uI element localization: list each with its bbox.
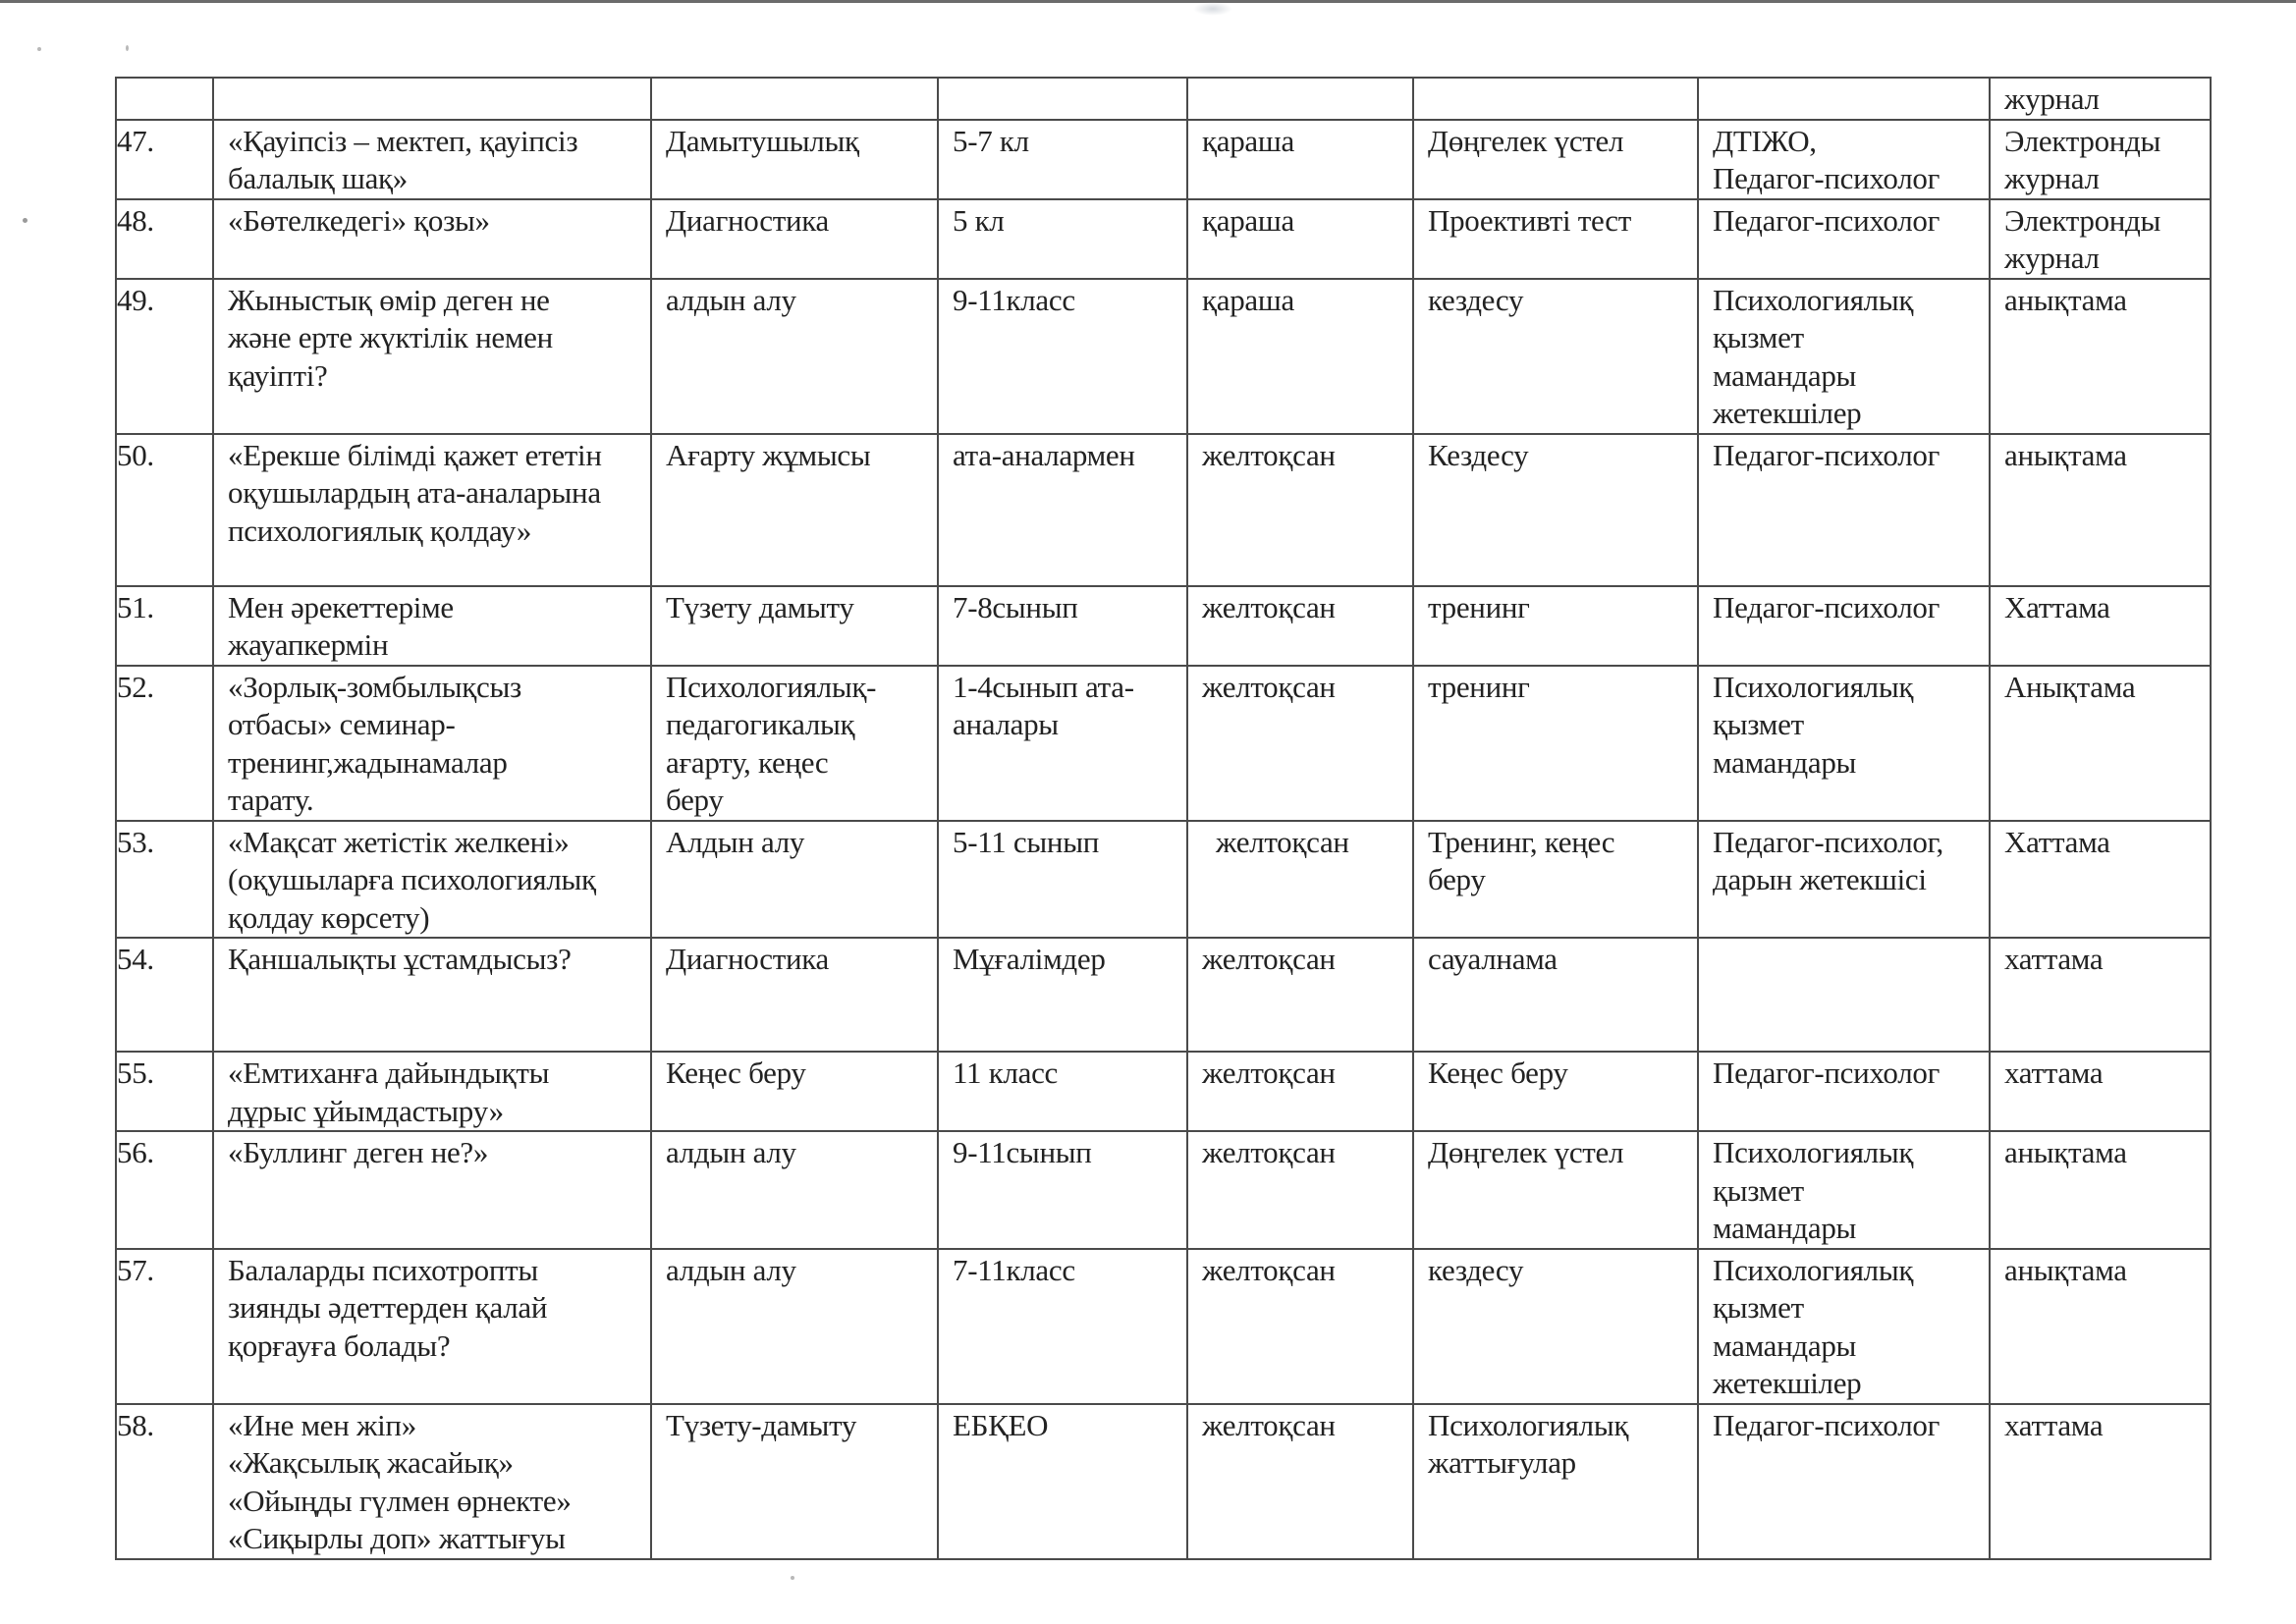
cell-text-line: тренинг: [1428, 669, 1530, 704]
cell-title: [213, 666, 651, 821]
cell-text-line: 51.: [117, 589, 154, 624]
cell-month: [1187, 666, 1413, 821]
cell-title: [213, 120, 651, 199]
cell-title: [213, 1052, 651, 1131]
cell-type: [651, 434, 938, 586]
cell-text-line: беру: [1428, 862, 1486, 896]
cell-text-line: анықтама: [2004, 1252, 2127, 1287]
cell-type: [651, 78, 938, 120]
cell-text-line: «Зорлық-зомбылықсыз: [228, 669, 521, 704]
cell-text-line: Педагог-психолог: [1713, 1407, 1940, 1442]
cell-responsible: [1698, 78, 1990, 120]
cell-text-line: Дамытушылық: [666, 123, 859, 158]
cell-month: [1187, 434, 1413, 586]
cell-text-line: Қаншалықты ұстамдысыз?: [228, 942, 572, 976]
cell-month: [1187, 586, 1413, 666]
cell-month: [1187, 821, 1413, 939]
cell-text-line: «Ерекше білімді қажет ететін: [228, 437, 602, 472]
cell-text-line: 52.: [117, 669, 154, 704]
cell-text-line: 11 класс: [953, 1056, 1059, 1090]
cell-text-line: Психологиялық: [1713, 1135, 1914, 1169]
continuation-row: [116, 78, 2211, 120]
cell-title: [213, 1131, 651, 1249]
cell-text-line: 50.: [117, 437, 154, 472]
cell-text-line: Ағарту жұмысы: [666, 437, 871, 472]
work-plan-table: [115, 77, 2212, 1560]
cell-text-line: тренинг: [1428, 589, 1530, 624]
cell-text-line: қараша: [1202, 202, 1294, 238]
cell-text-line: Түзету-дамыту: [666, 1407, 857, 1442]
cell-text-line: 54.: [117, 942, 154, 976]
cell-text-line: 57.: [117, 1252, 154, 1287]
cell-text-line: Педагог-психолог: [1713, 589, 1940, 624]
cell-text-line: отбасы» семинар-: [228, 707, 456, 741]
cell-text-line: Педагог-психолог: [1713, 437, 1940, 472]
cell-text-line: 5-7 кл: [953, 123, 1029, 158]
cell-text-line: Тренинг, кеңес: [1428, 824, 1615, 859]
cell-text-line: (оқушыларға психологиялық: [228, 862, 596, 896]
cell-text-line: Мен әрекеттеріме: [228, 589, 454, 624]
cell-text-line: 5 кл: [953, 202, 1005, 238]
cell-result: [1990, 434, 2211, 586]
cell-result: [1990, 666, 2211, 821]
cell-form: [1413, 1131, 1698, 1249]
cell-text-line: алдын алу: [666, 1135, 796, 1169]
cell-text-line: мамандары: [1713, 744, 1857, 780]
cell-audience: [938, 1404, 1187, 1559]
cell-audience: [938, 279, 1187, 434]
cell-text-line: желтоқсан: [1202, 437, 1336, 472]
cell-text-line: аналары: [953, 707, 1059, 741]
cell-text-line: журнал: [2004, 241, 2100, 275]
cell-title: [213, 199, 651, 279]
cell-text-line: тренинг,жадынамалар: [228, 744, 508, 780]
cell-text-line: 53.: [117, 824, 154, 859]
cell-num: [116, 78, 213, 120]
cell-text-line: Кеңес беру: [1428, 1056, 1568, 1090]
cell-audience: [938, 78, 1187, 120]
cell-text-line: қолдау көрсету): [228, 899, 430, 935]
cell-title: [213, 586, 651, 666]
cell-text-line: Дөңгелек үстел: [1428, 123, 1624, 158]
scan-speck: [37, 47, 41, 51]
cell-form: [1413, 821, 1698, 939]
cell-type: [651, 199, 938, 279]
cell-num: [116, 821, 213, 939]
cell-form: [1413, 120, 1698, 199]
cell-text-line: ЕБҚЕО: [953, 1407, 1049, 1442]
cell-text-line: қауіпті?: [228, 357, 328, 393]
table-body: [116, 78, 2211, 1559]
cell-text-line: мамандары: [1713, 1211, 1857, 1245]
cell-num: [116, 1249, 213, 1404]
cell-month: [1187, 279, 1413, 434]
cell-responsible: [1698, 666, 1990, 821]
cell-month: [1187, 199, 1413, 279]
cell-text-line: Электронды: [2004, 123, 2161, 158]
cell-text-line: желтоқсан: [1202, 942, 1336, 976]
cell-text-line: кездесу: [1428, 282, 1524, 317]
cell-result: [1990, 1249, 2211, 1404]
cell-text-line: «Буллинг деген не?»: [228, 1135, 489, 1169]
cell-result: [1990, 1052, 2211, 1131]
cell-text-line: 7-11класс: [953, 1252, 1075, 1287]
cell-result: [1990, 821, 2211, 939]
table-row: [116, 821, 2211, 939]
cell-text-line: кездесу: [1428, 1252, 1524, 1287]
cell-num: [116, 666, 213, 821]
cell-type: [651, 938, 938, 1052]
cell-month: [1187, 1131, 1413, 1249]
cell-text-line: мамандары: [1713, 357, 1857, 393]
cell-num: [116, 120, 213, 199]
cell-type: [651, 1249, 938, 1404]
cell-form: [1413, 1052, 1698, 1131]
cell-num: [116, 434, 213, 586]
cell-form: [1413, 666, 1698, 821]
cell-text-line: Диагностика: [666, 202, 830, 238]
cell-text-line: қызмет: [1713, 707, 1804, 741]
cell-responsible: [1698, 120, 1990, 199]
cell-text-line: «Жақсылық жасайық»: [228, 1445, 514, 1480]
cell-title: [213, 279, 651, 434]
cell-text-line: Проективті тест: [1428, 202, 1631, 238]
cell-responsible: [1698, 279, 1990, 434]
cell-result: [1990, 120, 2211, 199]
cell-text-line: анықтама: [2004, 282, 2127, 317]
scan-smudge: [1193, 2, 1232, 16]
table-row: [116, 120, 2211, 199]
cell-text-line: 55.: [117, 1056, 154, 1090]
cell-num: [116, 1052, 213, 1131]
cell-text-line: мамандары: [1713, 1327, 1857, 1363]
cell-result: [1990, 1404, 2211, 1559]
cell-text-line: жауапкермін: [228, 627, 389, 662]
cell-responsible: [1698, 821, 1990, 939]
cell-form: [1413, 938, 1698, 1052]
cell-text-line: 48.: [117, 202, 154, 238]
cell-text-line: «Ине мен жіп»: [228, 1407, 416, 1442]
cell-text-line: 5-11 сынып: [953, 824, 1100, 859]
cell-text-line: қызмет: [1713, 320, 1804, 354]
cell-text-line: 1-4сынып ата-: [953, 669, 1134, 704]
cell-audience: [938, 199, 1187, 279]
cell-text-line: Психологиялық: [1713, 282, 1914, 317]
cell-text-line: қараша: [1202, 123, 1294, 158]
cell-num: [116, 279, 213, 434]
cell-responsible: [1698, 1052, 1990, 1131]
cell-text-line: «Ойыңды гүлмен өрнекте»: [228, 1483, 572, 1518]
table-row: [116, 279, 2211, 434]
cell-text-line: хаттама: [2004, 1056, 2104, 1090]
table-row: [116, 1404, 2211, 1559]
cell-text-line: қараша: [1202, 282, 1294, 317]
cell-text-line: анықтама: [2004, 437, 2127, 472]
cell-text-line: психологиялық қолдау»: [228, 513, 532, 548]
cell-result: [1990, 586, 2211, 666]
cell-audience: [938, 1131, 1187, 1249]
cell-type: [651, 586, 938, 666]
cell-form: [1413, 78, 1698, 120]
cell-result: [1990, 279, 2211, 434]
cell-text-line: «Мақсат жетістік желкені»: [228, 824, 570, 859]
cell-title: [213, 1404, 651, 1559]
cell-text-line: Психологиялық-: [666, 669, 877, 704]
cell-form: [1413, 434, 1698, 586]
cell-text-line: Түзету дамыту: [666, 589, 854, 624]
cell-audience: [938, 666, 1187, 821]
table-row: [116, 586, 2211, 666]
cell-audience: [938, 586, 1187, 666]
cell-text-line: дұрыс ұйымдастыру»: [228, 1093, 504, 1128]
cell-text-line: Мұғалімдер: [953, 942, 1106, 976]
cell-text-line: 9-11класс: [953, 282, 1075, 317]
cell-responsible: [1698, 434, 1990, 586]
cell-text-line: журнал: [2004, 161, 2100, 195]
cell-text-line: Педагог-психолог: [1713, 161, 1940, 195]
cell-text-line: анықтама: [2004, 1135, 2127, 1169]
cell-text-line: желтоқсан: [1202, 1056, 1336, 1090]
cell-title: [213, 78, 651, 120]
cell-responsible: [1698, 938, 1990, 1052]
cell-type: [651, 821, 938, 939]
cell-text-line: қорғауға болады?: [228, 1327, 451, 1363]
cell-title: [213, 1249, 651, 1404]
cell-text-line: «Қауіпсіз – мектеп, қауіпсіз: [228, 123, 578, 158]
cell-form: [1413, 279, 1698, 434]
cell-text-line: алдын алу: [666, 1252, 796, 1287]
cell-text-line: Кездесу: [1428, 437, 1529, 472]
cell-text-line: ДТІЖО,: [1713, 123, 1817, 158]
cell-month: [1187, 1404, 1413, 1559]
cell-title: [213, 434, 651, 586]
cell-text-line: оқушылардың ата-аналарына: [228, 475, 601, 510]
cell-text-line: хаттама: [2004, 942, 2104, 976]
cell-text-line: Диагностика: [666, 942, 830, 976]
cell-form: [1413, 1249, 1698, 1404]
cell-text-line: Электронды: [2004, 202, 2161, 238]
cell-text-line: жетекшілер: [1713, 396, 1862, 430]
cell-text-line: алдын алу: [666, 282, 796, 317]
cell-text-line: Психологиялық: [1713, 1252, 1914, 1287]
cell-text-line: Анықтама: [2004, 669, 2136, 704]
cell-text-line: желтоқсан: [1202, 1135, 1336, 1169]
cell-text-line: «Емтиханға дайындықты: [228, 1056, 550, 1090]
table-row: [116, 1052, 2211, 1131]
cell-type: [651, 279, 938, 434]
cell-result: [1990, 938, 2211, 1052]
cell-text-line: Педагог-психолог: [1713, 1056, 1940, 1090]
cell-text-line: желтоқсан: [1202, 1407, 1336, 1442]
cell-text-line: балалық шақ»: [228, 161, 409, 195]
cell-type: [651, 1131, 938, 1249]
cell-month: [1187, 120, 1413, 199]
cell-num: [116, 199, 213, 279]
cell-text-line: Хаттама: [2004, 824, 2110, 859]
cell-responsible: [1698, 199, 1990, 279]
cell-text-line: 56.: [117, 1135, 154, 1169]
cell-text-line: жаттығулар: [1428, 1445, 1576, 1480]
cell-text-line: Педагог-психолог,: [1713, 824, 1943, 859]
cell-text-line: Дөңгелек үстел: [1428, 1135, 1624, 1169]
cell-text-line: зиянды әдеттерден қалай: [228, 1290, 548, 1325]
cell-month: [1187, 1249, 1413, 1404]
cell-text-line: Хаттама: [2004, 589, 2110, 624]
cell-text-line: желтоқсан: [1202, 1252, 1336, 1287]
cell-num: [116, 586, 213, 666]
scan-speck: [23, 218, 27, 223]
cell-text-line: хаттама: [2004, 1407, 2104, 1442]
cell-text-line: Алдын алу: [666, 824, 805, 859]
cell-text-line: 49.: [117, 282, 154, 317]
table-row: [116, 199, 2211, 279]
table-row: [116, 938, 2211, 1052]
table-row: [116, 1131, 2211, 1249]
cell-form: [1413, 586, 1698, 666]
table-row: [116, 434, 2211, 586]
cell-text-line: Психологиялық: [1428, 1407, 1629, 1442]
cell-type: [651, 1404, 938, 1559]
cell-text-line: желтоқсан: [1216, 824, 1349, 859]
cell-title: [213, 821, 651, 939]
cell-title: [213, 938, 651, 1052]
cell-text-line: педагогикалық: [666, 707, 855, 741]
cell-text-line: Кеңес беру: [666, 1056, 806, 1090]
cell-responsible: [1698, 586, 1990, 666]
cell-audience: [938, 821, 1187, 939]
cell-form: [1413, 199, 1698, 279]
cell-text-line: 58.: [117, 1407, 154, 1442]
cell-num: [116, 1131, 213, 1249]
cell-month: [1187, 78, 1413, 120]
cell-audience: [938, 1249, 1187, 1404]
scan-speck: [126, 45, 129, 51]
cell-text-line: Жыныстық өмір деген не: [228, 282, 550, 317]
cell-form: [1413, 1404, 1698, 1559]
table-row: [116, 666, 2211, 821]
cell-month: [1187, 1052, 1413, 1131]
cell-responsible: [1698, 1404, 1990, 1559]
cell-result: [1990, 1131, 2211, 1249]
cell-text-line: қызмет: [1713, 1290, 1804, 1325]
cell-text-line: 7-8сынып: [953, 589, 1078, 624]
cell-text-line: Балаларды психотропты: [228, 1252, 538, 1287]
cell-text-line: беру: [666, 783, 724, 817]
cell-text-line: ағарту, кеңес: [666, 744, 829, 780]
cell-audience: [938, 434, 1187, 586]
cell-text-line: «Сиқырлы доп» жаттығуы: [228, 1521, 566, 1555]
cell-text-line: желтоқсан: [1202, 589, 1336, 624]
cell-text-line: желтоқсан: [1202, 669, 1336, 704]
cell-responsible: [1698, 1131, 1990, 1249]
cell-audience: [938, 1052, 1187, 1131]
cell-num: [116, 1404, 213, 1559]
cell-type: [651, 120, 938, 199]
cell-month: [1187, 938, 1413, 1052]
cell-result: [1990, 199, 2211, 279]
cell-audience: [938, 120, 1187, 199]
cell-text-line: дарын жетекшісі: [1713, 862, 1927, 896]
scan-edge-line: [0, 0, 2296, 3]
cell-text-line: жетекшілер: [1713, 1366, 1862, 1400]
cell-text-line: және ерте жүктілік немен: [228, 320, 553, 354]
cell-type: [651, 1052, 938, 1131]
cell-audience: [938, 938, 1187, 1052]
cell-text-line: 9-11сынып: [953, 1135, 1092, 1169]
cell-responsible: [1698, 1249, 1990, 1404]
cell-text-line: сауалнама: [1428, 942, 1558, 976]
cell-text-line: қызмет: [1713, 1172, 1804, 1208]
cell-text-line: тарату.: [228, 783, 314, 817]
cell-result: журнал: [1990, 78, 2211, 120]
table-row: [116, 1249, 2211, 1404]
cell-type: [651, 666, 938, 821]
cell-num: [116, 938, 213, 1052]
cell-text-line: Педагог-психолог: [1713, 202, 1940, 238]
scan-speck: [791, 1576, 794, 1580]
cell-text-line: Психологиялық: [1713, 669, 1914, 704]
cell-text-line: «Бөтелкедегі» қозы»: [228, 202, 490, 238]
cell-text-line: 47.: [117, 123, 154, 158]
cell-text-line: ата-аналармен: [953, 437, 1135, 472]
